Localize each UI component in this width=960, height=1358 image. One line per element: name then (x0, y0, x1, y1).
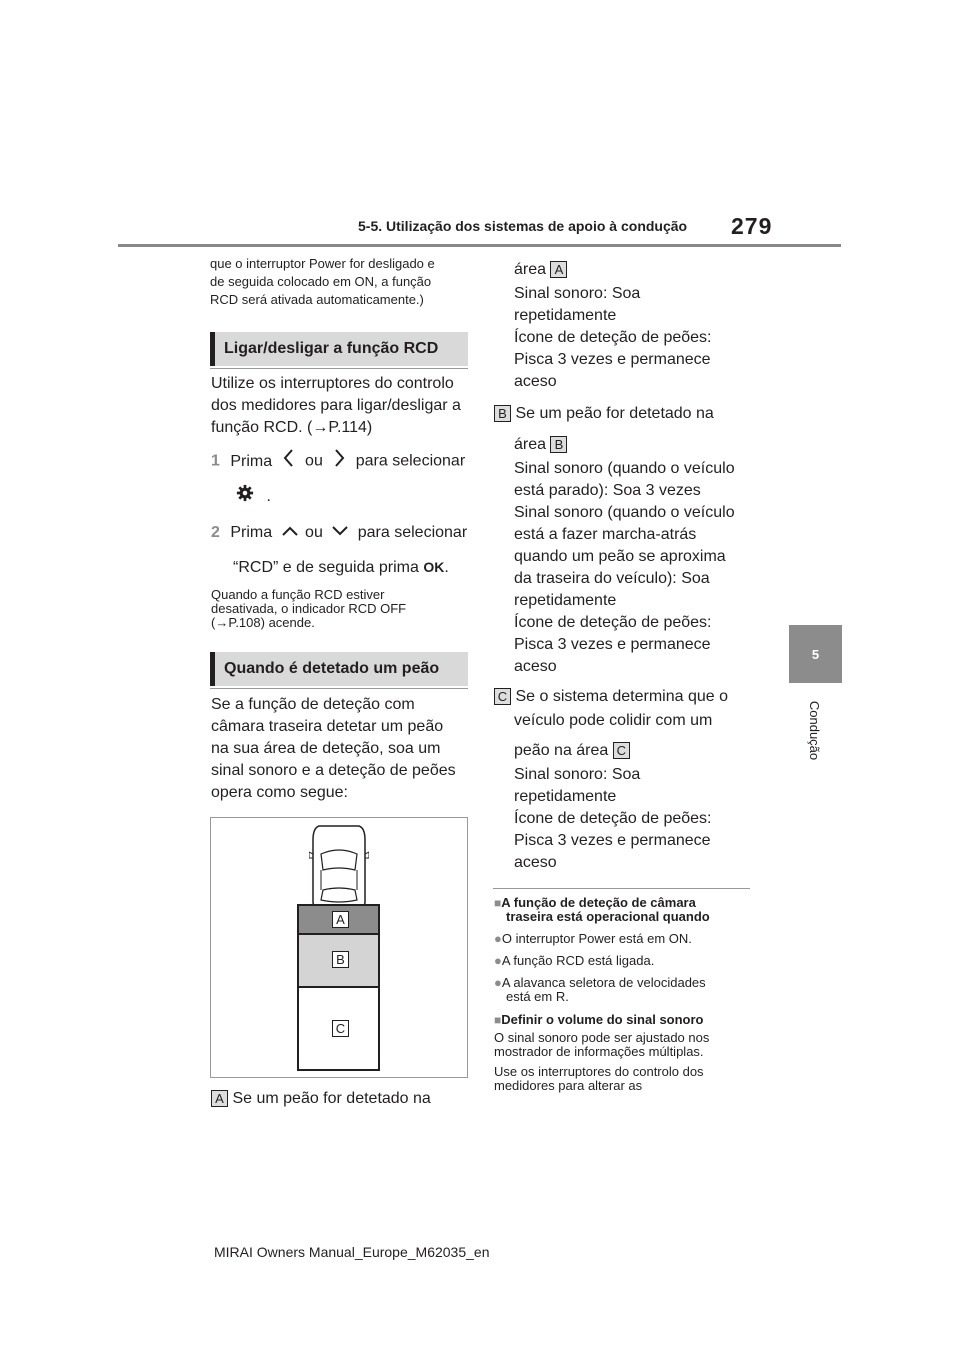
item-line: Sinal sonoro (quando o veículo (514, 460, 735, 477)
body-line: na sua área de deteção, soa um (211, 740, 441, 757)
note-heading-line: traseira está operacional quando (506, 909, 710, 924)
zone-c-label: C (332, 1020, 349, 1037)
square-bullet-icon: ■ (494, 896, 502, 910)
item-line: está a fazer marcha-atrás (514, 526, 697, 543)
section-heading-rcd: Ligar/desligar a função RCD (210, 332, 468, 366)
item-line: da traseira do veículo): Soa (514, 570, 710, 587)
step-text: . (266, 487, 271, 505)
zone-b (297, 933, 380, 988)
body-line: Utilize os interruptores do controlo (211, 375, 454, 392)
footer-text: MIRAI Owners Manual_Europe_M62035_en (214, 1244, 490, 1260)
chevron-up-icon (281, 522, 299, 544)
area-line (514, 434, 735, 456)
item-text: peão na área (514, 742, 609, 759)
step-text: . (444, 559, 449, 576)
intro-line: RCD será ativada automaticamente.) (210, 292, 424, 307)
item-line: está parado): Soa 3 vezes (514, 482, 701, 499)
rcd-off-note (211, 588, 406, 630)
detection-area-figure (210, 817, 468, 1078)
step-2-line2 (233, 556, 449, 579)
item-c (494, 686, 728, 708)
area-a-label: A (550, 261, 567, 278)
item-a-start (211, 1088, 431, 1110)
header-rule (118, 244, 841, 247)
chevron-left-icon (283, 448, 295, 475)
bullet-icon: ● (494, 975, 502, 990)
body-line: câmara traseira detetar um peão (211, 718, 444, 735)
item-line: quando um peão se aproxima (514, 548, 726, 565)
item-line: Sinal sonoro: Soa (514, 766, 641, 783)
zone-a (297, 904, 380, 935)
item-b-cont (514, 434, 735, 678)
item-text: Se um peão for detetado na (515, 405, 714, 422)
note-heading (494, 896, 754, 924)
notes (494, 896, 754, 1093)
step-text: para selecionar (357, 524, 468, 542)
item-line: veículo pode colidir com um (514, 712, 713, 729)
chapter-tab (789, 625, 842, 683)
step-text: Prima (230, 524, 273, 542)
area-line (514, 740, 712, 762)
car-illustration (309, 824, 369, 910)
item-line: repetidamente (514, 788, 617, 805)
note-paragraph (494, 1031, 754, 1059)
square-bullet-icon: ■ (494, 1013, 502, 1027)
bullet-icon: ● (494, 953, 502, 968)
note-text: A função RCD está ligada. (501, 953, 655, 968)
page-number: 279 (731, 213, 773, 239)
item-b-label: B (494, 405, 511, 422)
item-line: aceso (514, 854, 557, 871)
zone-c (297, 986, 380, 1071)
step-text: “RCD” e de seguida prima (233, 559, 419, 576)
chapter-name: Condução (807, 700, 823, 760)
item-line: repetidamente (514, 307, 617, 324)
chapter-number: 5 (811, 646, 820, 662)
note-heading-line: A função de deteção de câmara (501, 895, 696, 910)
step-number: 1 (211, 452, 220, 470)
item-line: Ícone de deteção de peões: (514, 810, 712, 827)
item-b (494, 403, 714, 425)
note-text: O interruptor Power está em ON. (501, 931, 692, 946)
chevron-down-icon (331, 522, 349, 544)
body-line: dos medidores para ligar/desligar a (211, 397, 461, 414)
item-line: repetidamente (514, 592, 617, 609)
notes-rule (493, 888, 750, 889)
step-1-line2 (236, 484, 271, 509)
section1-body (211, 373, 461, 439)
note-line: (→P.108) acende. (211, 615, 315, 630)
section-rule (210, 368, 468, 369)
note-bullet (494, 954, 754, 968)
zone-a-label: A (332, 911, 349, 928)
item-line: Pisca 3 vezes e permanece (514, 351, 711, 368)
step-text: Prima (230, 452, 273, 470)
chapter-label (760, 690, 870, 770)
note-paragraph (494, 1065, 754, 1093)
note-bullet (494, 976, 754, 1004)
intro-line: que o interruptor Power for desligado e (210, 256, 435, 271)
body-line: função RCD. (→P.114) (211, 419, 373, 436)
area-line (514, 259, 712, 281)
item-c-label: C (494, 688, 511, 705)
item-c-cont (514, 710, 712, 874)
bullet-icon: ● (494, 931, 502, 946)
item-line: aceso (514, 373, 557, 390)
note-line: desativada, o indicador RCD OFF (211, 601, 407, 616)
section-title: 5-5. Utilização dos sistemas de apoio à condução (358, 218, 688, 234)
step-number: 2 (211, 524, 220, 542)
chevron-right-icon (333, 448, 345, 475)
gear-icon (236, 484, 254, 509)
note-line: Quando a função RCD estiver (211, 587, 385, 602)
item-text: Se um peão for detetado na (232, 1090, 431, 1107)
step-text: ou (305, 524, 323, 542)
body-line: Se a função de deteção com (211, 696, 415, 713)
area-c-label: C (613, 742, 630, 759)
note-text: O sinal sonoro pode ser ajustado nos (494, 1030, 710, 1045)
item-line: Sinal sonoro: Soa (514, 285, 641, 302)
body-line: opera como segue: (211, 784, 348, 801)
step-text: para selecionar (355, 452, 466, 470)
note-heading (494, 1013, 754, 1027)
intro-text (210, 255, 435, 309)
note-text: mostrador de informações múltiplas. (494, 1044, 704, 1059)
body-line: sinal sonoro e a deteção de peões (211, 762, 456, 779)
zone-b-label: B (332, 951, 349, 968)
item-a-cont (514, 259, 712, 393)
item-line: Ícone de deteção de peões: (514, 614, 712, 631)
item-line: aceso (514, 658, 557, 675)
note-text: está em R. (506, 989, 569, 1004)
area-b-label: B (550, 436, 567, 453)
item-text: Se o sistema determina que o (515, 688, 729, 705)
intro-line: de seguida colocado em ON, a função (210, 274, 432, 289)
item-a-label: A (211, 1090, 228, 1107)
step-2 (211, 522, 467, 544)
note-heading-line: Definir o volume do sinal sonoro (501, 1012, 704, 1027)
item-line: Sinal sonoro (quando o veículo (514, 504, 735, 521)
item-text: área (514, 261, 547, 278)
section-heading-pedestrian: Quando é detetado um peão (210, 652, 468, 686)
item-line: Pisca 3 vezes e permanece (514, 636, 711, 653)
note-bullet (494, 932, 754, 946)
note-text: A alavanca seletora de velocidades (501, 975, 706, 990)
ok-icon: OK (423, 559, 445, 575)
section2-body (211, 694, 456, 804)
note-text: medidores para alterar as (494, 1078, 643, 1093)
step-text: ou (305, 452, 323, 470)
section-rule (210, 688, 468, 689)
item-line: Ícone de deteção de peões: (514, 329, 712, 346)
item-line: Pisca 3 vezes e permanece (514, 832, 711, 849)
item-text: área (514, 436, 547, 453)
step-1 (211, 448, 465, 475)
note-text: Use os interruptores do controlo dos (494, 1064, 704, 1079)
